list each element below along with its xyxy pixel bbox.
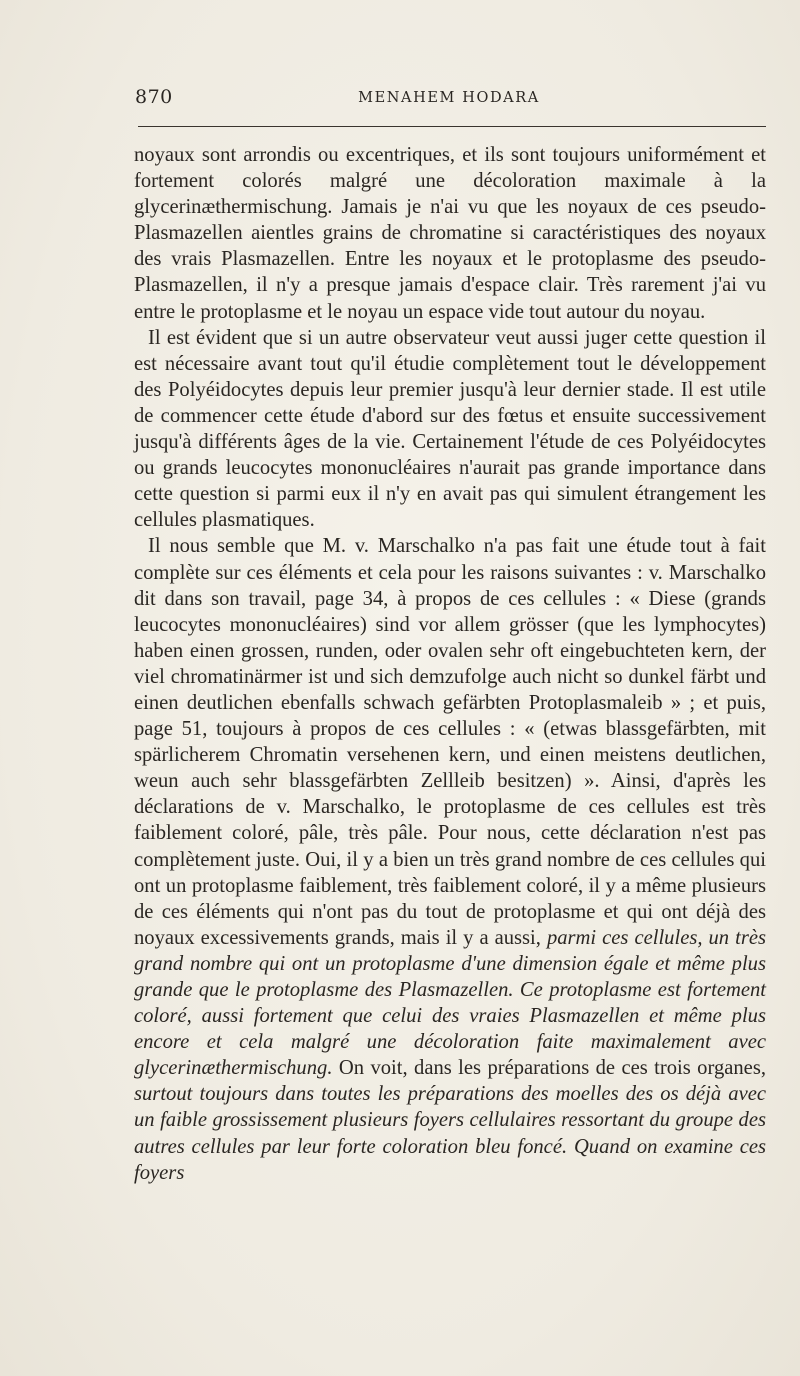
paragraph-3-italic-2: surtout toujours dans toutes les préparations des moelles des os déjà avec un faible grossissement plusieurs foyers cellulaires ressortant du groupe des autres cellules par leur forte coloration bleu foncé. Quand on examine ces foyers [134, 1083, 766, 1184]
paragraph-3-roman-1: Il nous semble que M. v. Marschalko n'a pas fait une étude tout à fait complète sur ces éléments et cela pour les raisons suivantes : v. Marschalko dit dans son travail, page 34, à propos de ces cellules : « Diese (grands leucocytes mononucléaires) sind vor allem grösser (que les lymphocytes) haben einen grossen, runden, oder ovalen sehr oft eingebuchteten kern, der viel chromatinärmer ist und sich demzufolge auch nicht so dunkel färbt und einen deutlichen ebenfalls schwach gefärbten Protoplasmaleib » ; et puis, page 51, toujours à propos de ces cellules : « (etwas blassgefärbten, mit spärlicherem Chromatin versehenen kern, und einen meistens deutlichen, weun auch sehr blassgefärbten Zellleib besitzen) ». Ainsi, d'après les déclarations de v. Marschalko, le protoplasme de ces cellules est très faiblement coloré, pâle, très pâle. Pour nous, cette déclaration n'est pas complètement juste. Oui, il y a bien un très grand nombre de ces cellules qui ont un protoplasme faiblement, très faiblement coloré, il y a même plusieurs de ces éléments qui n'ont pas du tout de protoplasme et qui ont déjà des noyaux excessivements grands, mais il y a aussi, [134, 535, 766, 949]
paragraph-1: noyaux sont arrondis ou excentriques, et ils sont toujours uniformément et fortement colorés malgré une décoloration maximale à la glycerinæthermischung. Jamais je n'ai vu que les noyaux de ces pseudo-Plasmazellen aientles grains de chromatine si caractéristiques des noyaux des vrais Plasmazellen. Entre les noyaux et le protoplasme des pseudo-Plasmazellen, il n'y a presque jamais d'espace clair. Très rarement j'ai vu entre le protoplasme et le noyau un espace vide tout autour du noyau. [134, 144, 766, 323]
paragraph-3 [134, 533, 766, 1185]
header-rule [138, 126, 766, 127]
paragraph-3-roman-2: On voit, dans les préparations de ces trois organes, [338, 1057, 766, 1080]
body-text [134, 142, 766, 1186]
running-head: MENAHEM HODARA [358, 90, 540, 106]
paragraph-3-italic-1: parmi ces cellules, un très grand nombre qui ont un protoplasme d'une dimension égale et même plus grande que le protoplasme des Plasmazellen. Ce protoplasme est fortement coloré, aussi fortement que celui des vraies Plasmazellen et même plus encore et cela malgré une décoloration faite maximalement avec glycerinæthermischung. [134, 926, 766, 1080]
page-number: 870 [135, 86, 173, 108]
page-header [133, 84, 765, 116]
paragraph-2: Il est évident que si un autre observateur veut aussi juger cette question il est nécessaire avant tout qu'il étudie complètement tout le développement des Polyéidocytes depuis leur premier jusqu'à leur dernier stade. Il est utile de commencer cette étude d'abord sur des fœtus et ensuite successivement jusqu'à différents âges de la vie. Certainement l'étude de ces Polyéidocytes ou grands leucocytes mononucléaires n'aurait pas grande importance dans cette question si parmi eux il n'y en avait pas qui simulent étrangement les cellules plasmatiques. [134, 326, 766, 532]
